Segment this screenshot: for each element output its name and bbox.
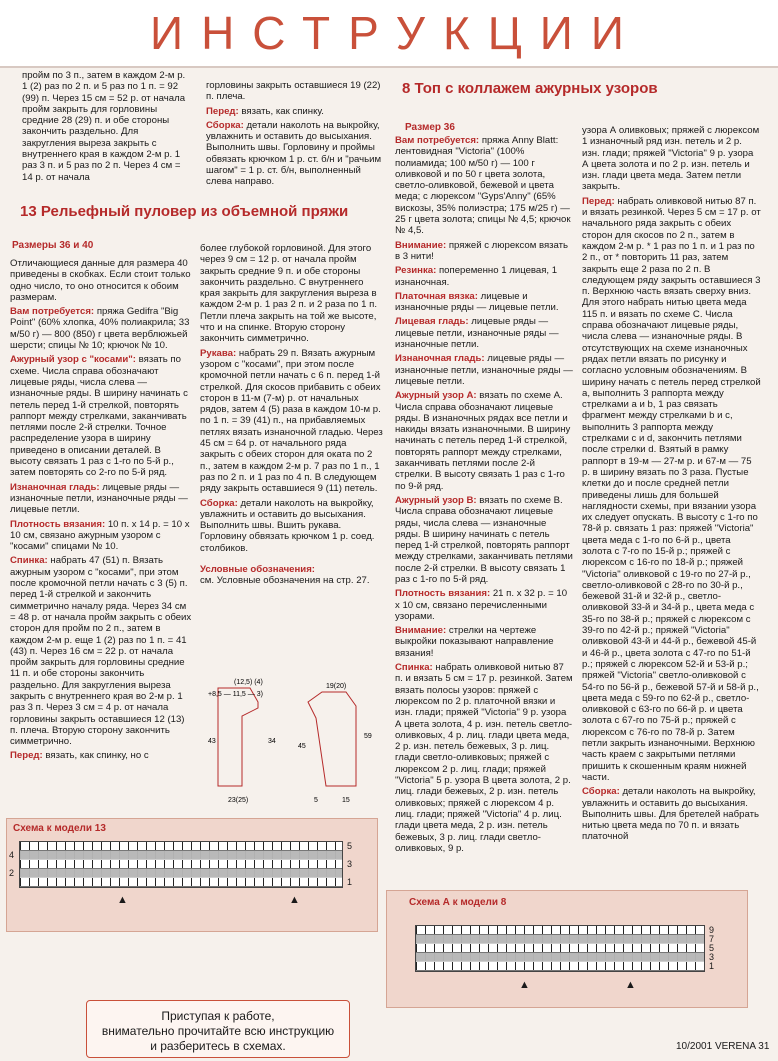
notice-box: Приступая к работе, внимательно прочитайте всю инструкцию и разберитесь в схемах.	[86, 1000, 350, 1058]
dim-sleeve-h: 59	[364, 733, 372, 740]
dim-sleeve-base2: 15	[342, 797, 350, 804]
schema8-caption: Схема А к модели 8	[409, 897, 507, 908]
dim-sleeve-top: 19(20)	[326, 683, 347, 690]
front-piece-outline	[218, 688, 258, 786]
header-divider	[0, 66, 778, 68]
col1-top-text: пройм по 3 п., затем в каждом 2-м р. 1 (2) раз по 2 п. и 5 раз по 1 п. = 92 (99) п. Через 15 см = 52 р. от начала пройм закрыть для горловины средние 28 (29) п. и обе стороны закончить раздельно. Для закругления выреза закрыть с внутреннего края в каждом 2-м р. 1 раз 3 п. и 5 раз по 2 п. Через 4 см = 14 р. от начала	[22, 70, 186, 183]
schema-model13: Схема к модели 13 5 3 1 4 2 ▲ ▲	[6, 818, 378, 932]
footer-issue: 10/2001	[676, 1041, 713, 1052]
dim-sleeve-base: 5	[314, 797, 318, 804]
schema8-grid	[415, 925, 705, 972]
page-title: ИНСТРУКЦИИ	[150, 7, 642, 59]
schema8-arrow-1: ▲	[519, 979, 530, 991]
schema13-arrow-1: ▲	[117, 894, 128, 906]
dim-top2: +8,5 — 11,5 — 3)	[208, 691, 263, 698]
model13-pattern-drawing	[198, 678, 384, 806]
schema8-arrow-2: ▲	[625, 979, 636, 991]
model8-heading: 8 Топ с коллажем ажурных узоров	[402, 80, 658, 97]
page-footer	[676, 1041, 769, 1052]
legend-label: Условные обозначения:	[200, 564, 315, 576]
footer-magazine: VERENA	[714, 1041, 756, 1052]
model13-heading: 13 Рельефный пуловер из объемной пряжи	[20, 203, 349, 220]
model13-col2: более глубокой горловиной. Для этого через 9 см = 12 р. от начала пройм закрыть средние 9 п. и обе стороны закончить раздельно. С внутреннего края закрыть для закругления выреза в каждом 2-м р. 1 раз 2 п. и 2 раза по 1 п. Петли плеча закрыть на той же высоте, что и на спинке. Вторую сторону закончить симметрично. Рукава: набрать 29 п. Вязать ажурным узором с "косами", при этом после кромочной петли начать с 6 п. перед 1-й стрелкой. Для скосов прибавить с обеих сторон в 11-м (7-м) р. от начальных рядов, затем 4 (5) раза в каждом 10-м р. по 1 п. = 39 (41) п., на прибавляемых петлях вязать изнаночной гладью. Через 45 см = 64 р. от начального ряда закрыть с обеих сторон для оката по 2 п., затем в каждом 2-м р. 7 раз по 1 п., 1 раз по 2 п. и 1 раз по 4 п. В следующем ряду закрыть оставшиеся 9 (11) петель. Сборка: детали наколоть на выкройку, увлажнить и оставить до высыхания. Выполнить швы. Вшить рукава. Горловину обвязать крючком 1 р. соед. столбиков. Условные обозначения: см. Условные обозначения на стр. 27.	[200, 243, 383, 587]
schema13-grid	[19, 841, 343, 888]
schema13-caption: Схема к модели 13	[13, 823, 106, 834]
model13-sizes: Размеры 36 и 40	[12, 240, 94, 251]
model8-col3: Вам потребуется: пряжа Anny Blatt: лентовидная "Victoria" (100% полиамида; 100 м/50 г) — 100 г оливковой и по 50 г цвета золота, светло-оливковой, бежевой и цвета меда; с люрексом "Gyps'Anny" (65% вискозы, 35% полиэстра; 175 м/25 г) — 25 г цвета золота; спицы № 4,5; крючок № 4,5. Внимание: пряжей с люрексом вязать в 3 нити! Резинка: попеременно 1 лицевая, 1 изнаночная. Платочная вязка: лицевые и изнаночные ряды — лицевые петли. Лицевая гладь: лицевые ряды — лицевые петли, изнаночные ряды — изнаночные петли. Изнаночная гладь: лицевые ряды — изнаночные петли, изнаночные ряды — лицевые петли. Ажурный узор А: вязать по схеме А. Числа справа обозначают лицевые ряды. В изнаночных рядах все петли и накиды вязать изнаночными. В ширину начинать с петель перед 1-й стрелкой, повторять раппорт между стрелками, заканчивать петлями после 2-й стрелки. В высоту связать 1 раз с 1-го по 9-й ряд. Ажурный узор В: вязать по схеме В. Числа справа обозначают лицевые ряды, числа слева — изнаночные ряды. В ширину начинать с петель перед 1-й стрелкой, повторять раппорт между стрелками, заканчивать петлями после 2-й стрелки. В высоту связать 1 раз с 1-го по 5-й ряд. Плотность вязания: 21 п. х 32 р. = 10 х 10 см, связано перечисленными узорами. Внимание: стрелки на чертеже выкройки показывают направление вязания! Спинка: набрать оливковой нитью 87 п. и вязать 5 см = 17 р. резинкой. Затем вязать полосы узоров: пряжей с люрексом по 2 р. платочной вязки и изн. глади; пряжей "Victoria" 9 р. узора А цвета золота, 4 р. изн. петель светло-оливковых, 4 р. лиц. глади цвета меда, 2 р. изн. петель бежевых, 3 р. лиц. глади светло-оливковых; пряжей с люрексом 2 р. лиц. глади; пряжей "Victoria" 5 р. узора В цвета золота, 2 р. лиц. глади бежевых, 2 р. изн. петель оливковых; пряжей с люрексом 4 р. лиц. глади; пряжей "Victoria" 4 р. лиц. глади цвета меда, 2 р. изн. петель бежевых, 3 р. лиц. глади светло-оливковых, 9 р.	[395, 135, 573, 854]
col2-top-text: горловины закрыть оставшиеся 19 (22) п. плеча. Перед: вязать, как спинку. Сборка: детали наколоть на выкройку, увлажнить и оставить до высыхания. Выполнить швы. Горловину и проймы обвязать крючком 1 р. ст. б/н и "рачьим шагом" = 1 р. ст. б/н, выполненный слева направо.	[206, 80, 382, 188]
dim-height: 43	[208, 738, 216, 745]
footer-page: 31	[758, 1041, 770, 1052]
front-label: Перед:	[206, 105, 239, 117]
dim-sleeve-side: 45	[298, 743, 306, 750]
assembly-label: Сборка:	[206, 119, 244, 131]
dim-inner: 34	[268, 738, 276, 745]
sleeve-piece-outline	[308, 692, 356, 786]
dim-top1: (12,5) (4)	[234, 679, 263, 686]
schema13-arrow-2: ▲	[289, 894, 300, 906]
model8-col4: узора А оливковых; пряжей с люрексом 1 изнаночный ряд изн. петель и 2 р. изн. глади; пряжей "Victoria" 9 р. узора А цвета золота и по 2 р. изн. петель и изн. глади цвета меда. Затем петли закрыть. Перед: набрать оливковой нитью 87 п. и вязать резинкой. Через 5 см = 17 р. от начального ряда закрыть с обеих сторон для скосов по 2 п., затем в каждом 2-м р. * 1 раз по 1 п. и 1 раз по 2 п., от * повторить 11 раз, затем закрыть еще 2 раза по 2 п. В следующем ряду закрыть оставшиеся 3 п. Верхнюю часть вязать сверху вниз. Для этого набрать нитью цвета меда 115 п. и вязать по схеме С. Числа справа обозначают лицевые ряды, числа слева — изнаночные ряды. В отсутствующих на схеме изнаночных рядах петли вязать по рисунку и согласно условным обозначениям. В ширину начать с петель перед стрелкой а, выполнить 3 раппорта между стрелками а и b, 1 раз связать фрагмент между стрелками b и c, выполнить 3 раппорта между стрелками c и d, закончить петлями после стрелки d. Взятый в рамку раппорт в 19-м — 27-м р. и 67-м — 75 р. в ширину вязать по 3 раза. Пустые клетки до и после средней петли приведены лишь для большей наглядности схемы, при вязании узора их следует опускать. В высоту с 1-го по 78-й р. связать 1 раз: пряжей "Victoria" цвета меда с 1-го по 6-й р., цвета золота с 7-го по 15-й р.; пряжей с люрексом с 16-го по 18-й р.; пряжей "Victoria" оливковой с 19-го по 27-й р., светло-оливковой с 28-го по 30-й р., бежевой 31-й и 32-й р., светло-оливковой 33-й и 34-й р., цвета меда с 35-го по 38-й р.; пряжей с люрексом с 39-го по 42-й р.; пряжей "Victoria" оливковой 43-й и 44-й р., бежевой 45-й и 46-й р., цвета золота с 47-го по 51-й р.; пряжей с люрексом 52-й и 53-й р.; пряжей "Victoria" светло-оливковой с 54-го по 56-й р., бежевой 57-й и 58-й р., цвета меда с 59-го по 62-й р., светло-оливковой с 63-го по 66-й р. и цвета золота с 67-го по 75-й р.; пряжей с люрексом с 76-го по 78-й р. Затем петли закрыть изнаночными. Верхнюю часть краем с закрытыми петлями пришить к скошенным краям нижней части. Сборка: детали наколоть на выкройку, увлажнить и оставить до высыхания. Выполнить швы. Для бретелей набрать нитью цвета меда по 70 п. и вязать платочной	[582, 125, 761, 843]
page-header	[0, 0, 778, 66]
model8-size: Размер 36	[405, 122, 455, 133]
model13-col1: Отличающиеся данные для размера 40 приведены в скобках. Если стоит только одно число, то оно относится к обоим размерам. Вам потребуется: пряжа Gedifra "Big Point" (60% хлопка, 40% полиакрила; 33 м/50 г) — 800 (850) г цвета верблюжьей шерсти; спицы № 10; крючок № 10. Ажурный узор с "косами": вязать по схеме. Числа справа обозначают лицевые ряды, числа слева — изнаночные ряды. В ширину начинать с петель перед 1-й стрелкой, повторять раппорт между стрелками, заканчивать петлями после 2-й стрелки. Точное распределение узора в ширину приведено в описании деталей. В высоту связать 1 раз с 1-го по 5-й р., затем повторять со 2-го по 5-й ряд. Изнаночная гладь: лицевые ряды — изнаночные петли, изнаночные ряды — лицевые петли. Плотность вязания: 10 п. х 14 р. = 10 х 10 см, связано ажурным узором с "косами" спицами № 10. Спинка: набрать 47 (51) п. Вязать ажурным узором с "косами", при этом после кромочной петли начать с 3 (5) п. перед 1-й стрелкой и закончить симметрично началу ряда. Через 34 см = 48 р. от начала пройм закрыть с обеих сторон для пройм по 2 п., затем в каждом 2-м р. еще 1 (2) раз по 1 п. = 41 (43) п. Через 16 см = 22 р. от начала пройм закрыть для горловины средние 11 п. и обе стороны закончить раздельно. Для закругления выреза закрыть с внутреннего края во 2-м р. 1 раз 3 п. Через 3 см = 4 р. от начала горловины закрыть оставшиеся 12 (13) п. плеча. Вторую сторону закончить симметрично. Перед: вязать, как спинку, но с	[10, 258, 192, 762]
schema-model8: Схема А к модели 8 9 7 5 3 1 ▲ ▲	[386, 890, 748, 1008]
dim-base: 23(25)	[228, 797, 249, 804]
